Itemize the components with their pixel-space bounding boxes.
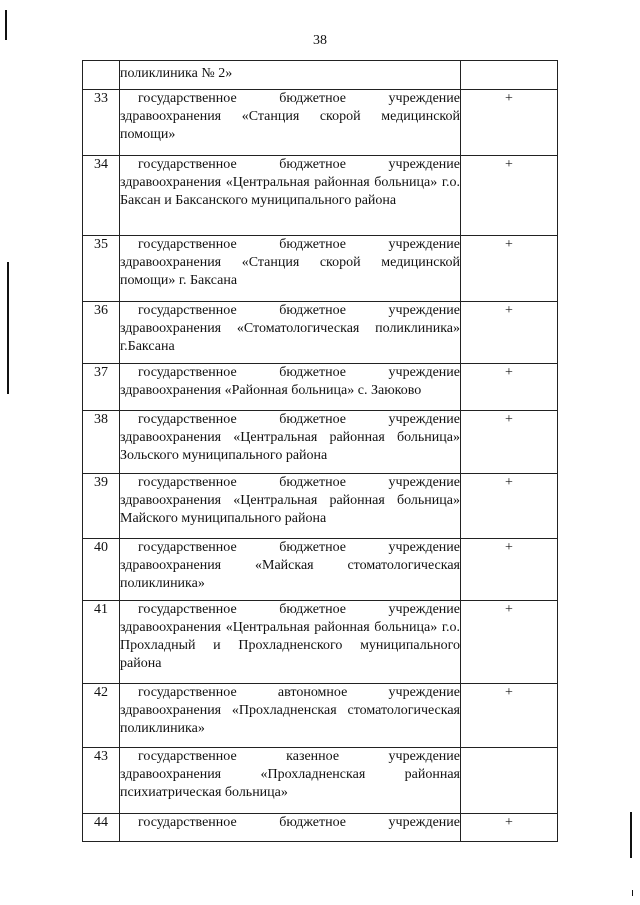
institution-name: государственное бюджетное учреждение здравоохранения «Центральная районная больница» Зольского муниципального района: [120, 412, 460, 463]
institution-name-cell: [120, 601, 461, 684]
row-number: 42: [83, 684, 120, 748]
table-row: [83, 156, 558, 236]
row-mark: +: [461, 814, 558, 842]
row-mark: [461, 748, 558, 814]
institution-name-cell: [120, 814, 461, 842]
table-row: [83, 474, 558, 539]
table-row: [83, 302, 558, 364]
table-row: [83, 539, 558, 601]
row-mark: +: [461, 539, 558, 601]
institution-name: государственное автономное учреждение здравоохранения «Прохладненская стоматологическая поликлиника»: [120, 685, 460, 736]
row-mark: +: [461, 302, 558, 364]
scan-artifact-tick: [632, 890, 633, 896]
table-row: [83, 90, 558, 156]
institution-name: государственное бюджетное учреждение здравоохранения «Центральная районная больница» Майского муниципального района: [120, 475, 460, 526]
row-mark: [461, 61, 558, 90]
institution-name-cell: [120, 90, 461, 156]
row-number: 43: [83, 748, 120, 814]
institution-name-cell: [120, 236, 461, 302]
scan-artifact-line: [5, 10, 7, 40]
institution-name: государственное бюджетное учреждение здравоохранения «Стоматологическая поликлиника» г.Баксана: [120, 303, 460, 354]
row-number: 33: [83, 90, 120, 156]
table-row: [83, 236, 558, 302]
institution-name: государственное бюджетное учреждение здравоохранения «Центральная районная больница» г.о. Прохладный и Прохладненского муниципального района: [120, 602, 460, 671]
table-row: [83, 814, 558, 842]
table-row: [83, 61, 558, 90]
institution-name-cell: [120, 61, 461, 90]
row-mark: +: [461, 90, 558, 156]
row-mark: +: [461, 156, 558, 236]
institutions-table: [82, 60, 558, 842]
institution-name: государственное бюджетное учреждение здравоохранения «Станция скорой медицинской помощи»: [120, 91, 460, 142]
row-mark: +: [461, 364, 558, 411]
institution-name-cell: [120, 411, 461, 474]
institution-name-cell: [120, 364, 461, 411]
row-number: 41: [83, 601, 120, 684]
institution-name-cell: [120, 156, 461, 236]
row-number: 36: [83, 302, 120, 364]
institution-name: государственное казенное учреждение здравоохранения «Прохладненская районная психиатрическая больница»: [120, 749, 460, 800]
row-mark: +: [461, 474, 558, 539]
table-row: [83, 684, 558, 748]
institution-name: государственное бюджетное учреждение здравоохранения «Майская стоматологическая поликлиника»: [120, 540, 460, 591]
table-row: [83, 411, 558, 474]
table-row: [83, 364, 558, 411]
row-number: 38: [83, 411, 120, 474]
scan-artifact-line: [630, 812, 632, 858]
row-number: 34: [83, 156, 120, 236]
institution-name: государственное бюджетное учреждение здравоохранения «Станция скорой медицинской помощи» г. Баксана: [120, 237, 460, 288]
institution-name: поликлиника № 2»: [120, 66, 233, 81]
row-number: 39: [83, 474, 120, 539]
row-number: [83, 61, 120, 90]
row-mark: +: [461, 601, 558, 684]
institution-name-cell: [120, 474, 461, 539]
page-number: 38: [313, 33, 327, 48]
institution-name-cell: [120, 748, 461, 814]
row-number: 44: [83, 814, 120, 842]
scan-artifact-line: [7, 262, 9, 394]
institution-name-cell: [120, 302, 461, 364]
row-mark: +: [461, 684, 558, 748]
row-number: 35: [83, 236, 120, 302]
table-row: [83, 601, 558, 684]
table-row: [83, 748, 558, 814]
institution-name-cell: [120, 684, 461, 748]
row-number: 37: [83, 364, 120, 411]
institution-name: государственное бюджетное учреждение здравоохранения «Центральная районная больница» г.о. Баксан и Баксанского муниципального района: [120, 157, 460, 208]
row-mark: +: [461, 411, 558, 474]
row-mark: +: [461, 236, 558, 302]
institution-name: государственное бюджетное учреждение: [138, 815, 460, 830]
institution-name-cell: [120, 539, 461, 601]
row-number: 40: [83, 539, 120, 601]
institution-name: государственное бюджетное учреждение здравоохранения «Районная больница» с. Заюково: [120, 365, 460, 398]
